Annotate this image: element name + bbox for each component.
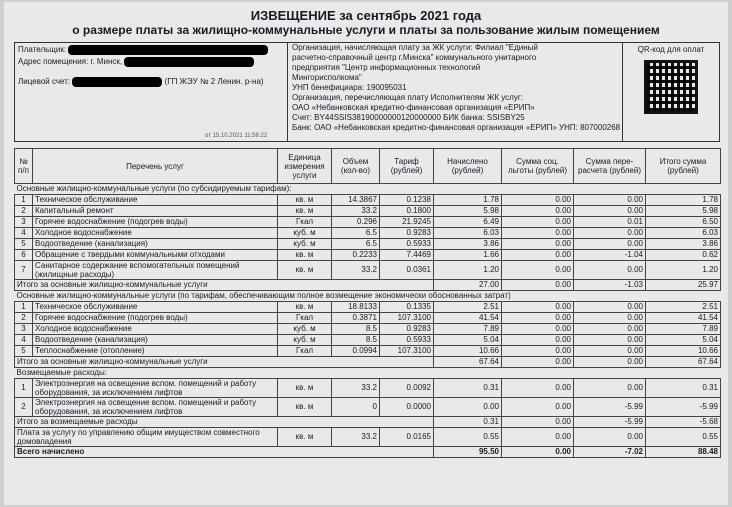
table-cell: Гкал [278,217,332,228]
table-cell: 0.00 [574,195,646,206]
table-row [15,346,721,357]
table-row [15,302,721,313]
org-bank: Банк: ОАО «Небанковская кредитно-финансовая организация «ЕРИП» УНП: 807000268 [292,123,621,132]
table-cell: куб. м [278,335,332,346]
table-cell: -5.99 [574,398,646,417]
table-row [15,261,721,280]
table-cell: Гкал [278,313,332,324]
subtotal-value: 0.31 [434,417,502,428]
column-header: Итого сумма (рублей) [646,149,721,184]
table-row [15,324,721,335]
section-title: Основные жилищно-коммунальные услуги (по субсидируемым тарифам): [15,184,721,195]
table-cell: 2 [15,206,33,217]
table-cell: 0.01 [574,217,646,228]
table-cell: Капитальный ремонт [33,206,278,217]
redacted-account [72,77,162,87]
table-row [15,250,721,261]
section-title: Возмещаемые расходы: [15,368,721,379]
table-cell: 33.2 [332,261,380,280]
subtotal-value: 67.64 [434,357,502,368]
org-line2: расчетно-справочный центр г.Минска" коммунального унитарного [292,53,537,62]
table-cell: 0.00 [502,428,574,447]
table-cell: 0.00 [574,302,646,313]
table-cell: 10.66 [646,346,721,357]
table-row [15,206,721,217]
table-cell: 3.86 [646,239,721,250]
qr-label: QR-код для оплат [637,45,705,54]
table-cell: 0.0000 [380,398,434,417]
table-cell: 0.00 [502,324,574,335]
table-cell: 0.00 [502,206,574,217]
table-cell: 107.3100 [380,313,434,324]
print-stamp: от 15.10.2021 11:56:22 [205,133,268,139]
column-header: Сумма пере-расчета (рублей) [574,149,646,184]
table-cell: кв. м [278,302,332,313]
table-cell: 4 [15,335,33,346]
table-cell: 18.8133 [332,302,380,313]
table-cell: 0.00 [502,302,574,313]
redacted-payer [68,45,268,55]
table-cell: куб. м [278,324,332,335]
table-cell: 1 [15,302,33,313]
table-cell: 0.00 [574,261,646,280]
table-cell: 5.04 [434,335,502,346]
common-property-row [15,428,721,447]
table-cell: кв. м [278,379,332,398]
table-cell: Горячее водоснабжение (подогрев воды) [33,313,278,324]
table-cell: 0.00 [574,324,646,335]
table-cell: 3.86 [434,239,502,250]
common-label: Плата за услугу по управлению общим имуществом совместного домовладения [15,428,278,447]
table-cell: 0 [332,398,380,417]
table-cell: 4 [15,228,33,239]
table-cell: 0.00 [574,379,646,398]
table-cell: 0.00 [574,346,646,357]
table-cell: 107.3100 [380,346,434,357]
table-cell: 0.00 [502,228,574,239]
table-row [15,379,721,398]
section-title-row [15,291,721,302]
table-cell: 0.62 [646,250,721,261]
table-cell: 1.78 [646,195,721,206]
grand-total-value: -7.02 [574,447,646,458]
table-cell: Теплоснабжение (отопление) [33,346,278,357]
header-block [14,42,720,142]
table-cell: 1.20 [434,261,502,280]
payer-block [15,43,288,141]
table-cell: 0.00 [574,206,646,217]
table-header [15,149,721,184]
table-cell: 6.03 [646,228,721,239]
table-cell: Холодное водоснабжение [33,228,278,239]
table-cell: 7 [15,261,33,280]
table-cell: Гкал [278,346,332,357]
table-cell: 1 [15,195,33,206]
grand-total-value: 95.50 [434,447,502,458]
table-cell: 2.51 [646,302,721,313]
grand-total-value: 0.00 [502,447,574,458]
table-cell: 0.00 [502,250,574,261]
table-cell: 6 [15,250,33,261]
table-cell: Техническое обслуживание [33,302,278,313]
table-row [15,195,721,206]
table-cell: Холодное водоснабжение [33,324,278,335]
table-cell: 7.4469 [380,250,434,261]
column-header: Единица измерения услуги [278,149,332,184]
subtotal-value: 0.00 [574,357,646,368]
table-cell: 0.0994 [332,346,380,357]
table-cell: 2 [15,313,33,324]
table-cell: 0.9283 [380,324,434,335]
table-cell: куб. м [278,228,332,239]
table-cell: -5.99 [646,398,721,417]
table-cell: 1 [15,379,33,398]
table-cell: 0.0092 [380,379,434,398]
section-title-row [15,184,721,195]
table-cell: 7.89 [646,324,721,335]
table-cell: 0.00 [502,313,574,324]
subtotal-row [15,357,721,368]
org-recv2: ОАО «Небанковская кредитно-финансовая организация «ЕРИП» [292,103,535,112]
table-cell: кв. м [278,250,332,261]
address-value: г. Минск, [90,57,123,67]
subtotal-label: Итого за возмещаемые расходы [15,417,434,428]
table-cell: 0.00 [574,239,646,250]
qr-code-icon [644,60,698,114]
table-cell: 6.5 [332,228,380,239]
table-cell: Горячее водоснабжение (подогрев воды) [33,217,278,228]
table-cell: 0.55 [646,428,721,447]
table-cell: 0.1335 [380,302,434,313]
table-cell: 0.00 [502,195,574,206]
table-cell: 0.00 [502,217,574,228]
table-cell: кв. м [278,428,332,447]
table-cell: 0.3871 [332,313,380,324]
table-cell: Водоотведение (канализация) [33,239,278,250]
section-title-row [15,368,721,379]
table-cell: 0.1800 [380,206,434,217]
subtotal-value: 0.00 [502,280,574,291]
subtotal-value: -5.68 [646,417,721,428]
table-cell: 0.31 [646,379,721,398]
column-header: Перечень услуг [33,149,278,184]
table-cell: кв. м [278,261,332,280]
column-header: № п/п [15,149,33,184]
table-cell: куб. м [278,239,332,250]
table-cell: 0.00 [502,379,574,398]
payer-label: Плательщик: [18,45,67,55]
table-cell: 0.00 [574,428,646,447]
subtotal-value: 25.97 [646,280,721,291]
table-cell: 1.20 [646,261,721,280]
table-cell: 0.9283 [380,228,434,239]
table-cell: 6.5 [332,239,380,250]
subtotal-label: Итого за основные жилищно-коммунальные услуги [15,357,434,368]
redacted-address [124,57,254,67]
account-label: Лицевой счет: [18,77,71,87]
table-cell: 0.00 [574,228,646,239]
grand-total-row [15,447,721,458]
qr-block [622,43,719,141]
notice-sheet [4,2,728,505]
table-cell: Водоотведение (канализация) [33,335,278,346]
table-cell: кв. м [278,398,332,417]
org-block [289,43,621,141]
table-cell: 6.50 [646,217,721,228]
subtotal-label: Итого за основные жилищно-коммунальные услуги [15,280,434,291]
table-cell: 6.03 [434,228,502,239]
table-cell: Электроэнергия на освещение вспом. помещений и работу оборудования, за исключением лифтов [33,379,278,398]
table-cell: 0.0165 [380,428,434,447]
table-cell: 0.00 [574,313,646,324]
table-cell: Электроэнергия на освещение вспом. помещений и работу оборудования, за исключением лифтов [33,398,278,417]
table-cell: 6.49 [434,217,502,228]
org-line3: предприятия "Центр информационных технологий [292,63,481,72]
org-line1: Организация, начисляющая плату за ЖК услуги: Филиал "Единый [292,43,538,52]
table-cell: 0.00 [502,261,574,280]
table-cell: Техническое обслуживание [33,195,278,206]
table-row [15,217,721,228]
table-cell: Санитарное содержание вспомогательных помещений (жилищные расходы) [33,261,278,280]
table-cell: Обращение с твердыми коммунальными отходами [33,250,278,261]
table-cell: 0.1238 [380,195,434,206]
table-cell: 3 [15,217,33,228]
table-row [15,335,721,346]
table-row [15,398,721,417]
table-cell: 0.00 [574,335,646,346]
notice-title: ИЗВЕЩЕНИЕ за сентябрь 2021 года [250,8,482,23]
table-cell: 21.9245 [380,217,434,228]
table-cell: 41.54 [646,313,721,324]
table-cell: -1.04 [574,250,646,261]
table-cell: 5.98 [646,206,721,217]
table-cell: 10.66 [434,346,502,357]
table-cell: 0.296 [332,217,380,228]
table-cell: 2 [15,398,33,417]
table-cell: 14.3867 [332,195,380,206]
table-cell: 5.04 [646,335,721,346]
column-header: Объем (кол-во) [332,149,380,184]
table-cell: 0.5933 [380,239,434,250]
table-cell: 0.31 [434,379,502,398]
table-row [15,313,721,324]
column-header: Сумма соц. льготы (рублей) [502,149,574,184]
column-header: Тариф (рублей) [380,149,434,184]
org-line4: Мингорисполкома" [292,73,362,82]
subtotal-value: 0.00 [502,357,574,368]
table-cell: 5.98 [434,206,502,217]
table-cell: 3 [15,324,33,335]
table-cell: 0.00 [502,239,574,250]
table-cell: 1.66 [434,250,502,261]
table-cell: 0.00 [434,398,502,417]
table-cell: кв. м [278,195,332,206]
table-cell: 0.2233 [332,250,380,261]
subtotal-value: -1.03 [574,280,646,291]
org-unp: УНП бенефициара: 190095031 [292,83,407,92]
table-cell: 8.5 [332,324,380,335]
charges-table [14,148,721,458]
table-row [15,239,721,250]
table-cell: 41.54 [434,313,502,324]
table-cell: 1.78 [434,195,502,206]
subtotal-value: 0.00 [502,417,574,428]
table-cell: 0.00 [502,398,574,417]
table-cell: 0.0361 [380,261,434,280]
table-cell: 8.5 [332,335,380,346]
table-cell: 0.5933 [380,335,434,346]
notice-subtitle: о размере платы за жилищно-коммунальные услуги и платы за пользование жилым помещением [72,23,660,37]
table-cell: 2.51 [434,302,502,313]
subtotal-row [15,280,721,291]
grand-total-label: Всего начислено [15,447,434,458]
table-cell: 0.00 [502,335,574,346]
grand-total-value: 88.48 [646,447,721,458]
table-cell: 5 [15,239,33,250]
table-cell: 33.2 [332,379,380,398]
column-header: Начислено (рублей) [434,149,502,184]
table-row [15,228,721,239]
table-cell: кв. м [278,206,332,217]
table-cell: 33.2 [332,206,380,217]
table-cell: 33.2 [332,428,380,447]
subtotal-value: -5.99 [574,417,646,428]
address-label: Адрес помещения: [18,57,89,67]
subtotal-value: 27.00 [434,280,502,291]
table-cell: 0.55 [434,428,502,447]
table-cell: 0.00 [502,346,574,357]
section-title: Основные жилищно-коммунальные услуги (по тарифам, обеспечивающим полное возмещение экономически обоснованных затрат) [15,291,721,302]
org-account: Счет: BY44SSIS38190000000120000000 БИК банка: SSISBY25 [292,113,525,122]
subtotal-value: 67.64 [646,357,721,368]
table-cell: 5 [15,346,33,357]
account-value: (ГП ЖЭУ № 2 Ленин. р-на) [164,77,264,87]
table-cell: 7.89 [434,324,502,335]
subtotal-row [15,417,721,428]
org-recv: Организация, перечисляющая плату Исполнителям ЖК услуг: [292,93,523,102]
